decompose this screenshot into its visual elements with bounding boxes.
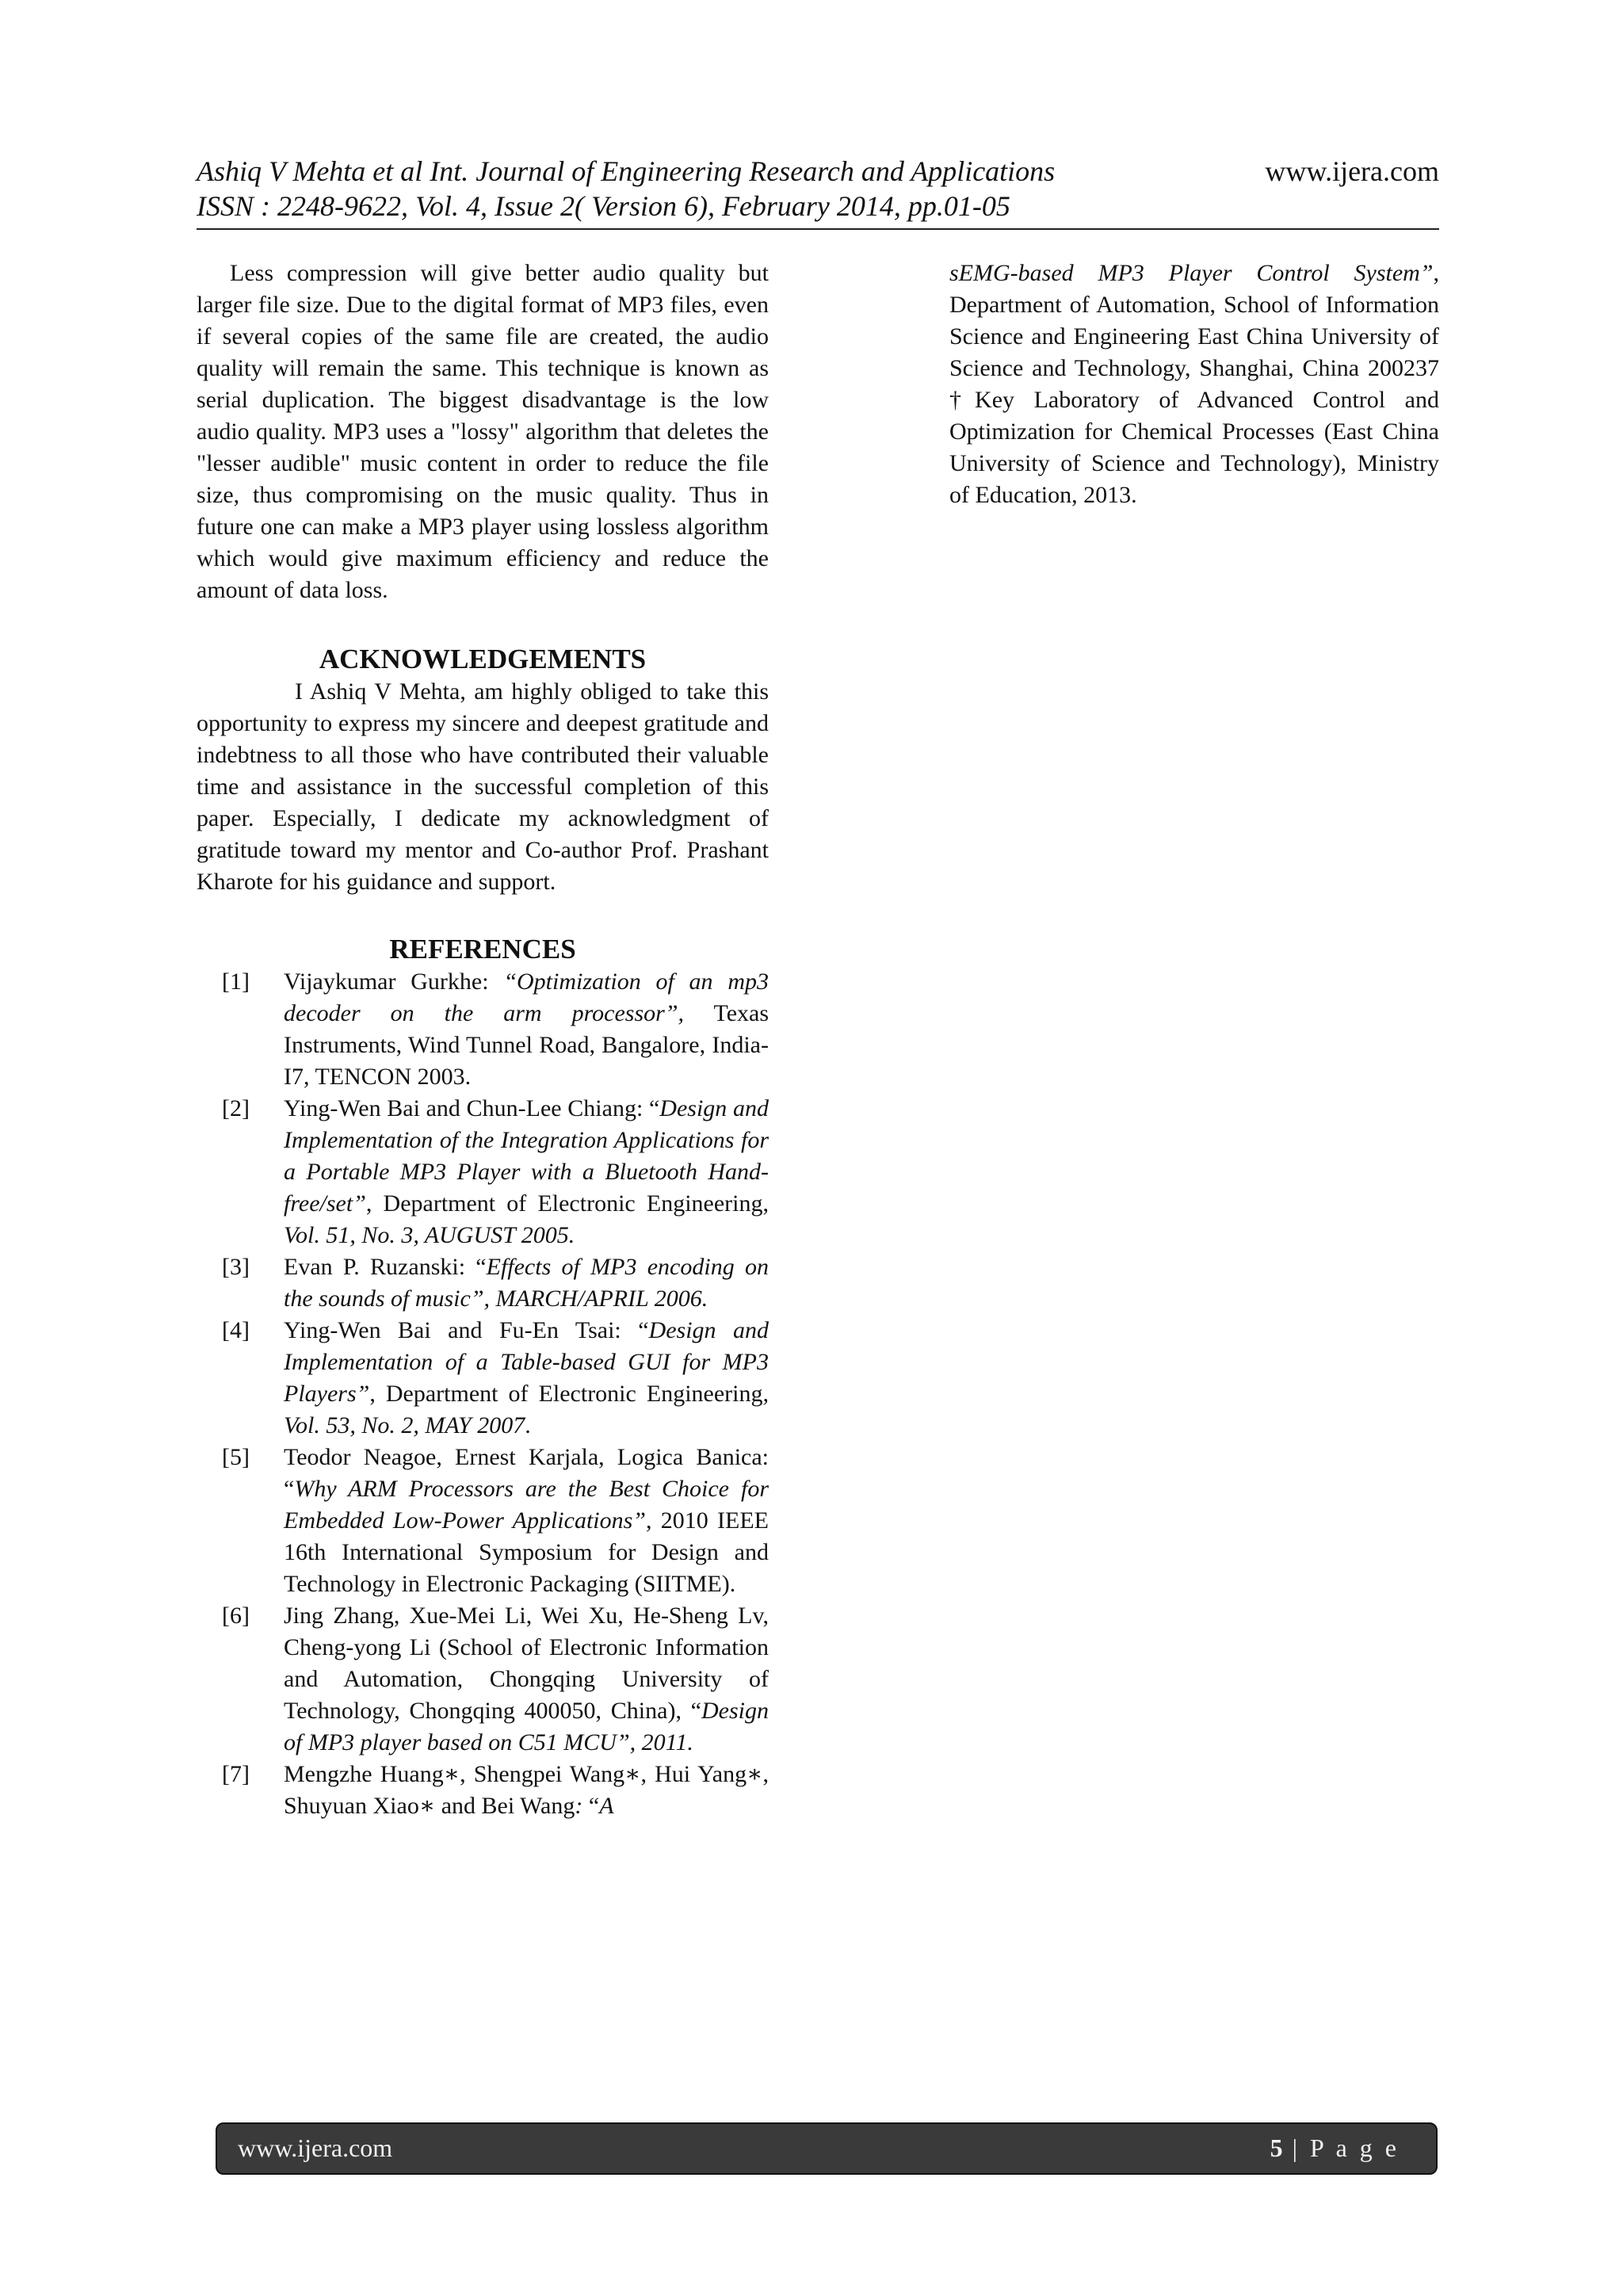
reference-list [197, 966, 769, 1822]
left-column [197, 258, 769, 1822]
reference-number: [4] [222, 1317, 250, 1343]
header-website: www.ijera.com [1265, 155, 1439, 187]
reference-number: [1] [222, 968, 250, 995]
references-heading: REFERENCES [389, 934, 576, 965]
acknowledgements-heading: ACKNOWLEDGEMENTS [319, 644, 647, 674]
running-header [197, 155, 1439, 229]
conclusion-paragraph: Less compression will give better audio quality but larger file size. Due to the digital format of MP3 files, even if several copies of the same file are created, the audio quality will remain the same. This technique is known as serial duplication. The biggest disadvantage is the low audio quality. MP3 uses a "lossy" algorithm that deletes the "lesser audible" music content in order to reduce the file size, thus compromising on the music quality. Thus in future one can make a MP3 player using lossless algorithm which would give maximum efficiency and reduce the amount of data loss. [197, 260, 769, 603]
acknowledgements-paragraph: I Ashiq V Mehta, am highly obliged to take this opportunity to express my sincere and deepest gratitude and indebtness to all those who have contributed their valuable time and assistance in the successful completion of this paper. Especially, I dedicate my acknowledgment of gratitude toward my mentor and Co-author Prof. Prashant Kharote for his guidance and support. [197, 678, 769, 895]
reference-item: [7] Mengzhe Huang∗, Shengpei Wang∗, Hui Yang∗, Shuyuan Xiao∗ and Bei Wang: “A [197, 1759, 769, 1822]
reference-item: [6] Jing Zhang, Xue-Mei Li, Wei Xu, He-Sheng Lv, Cheng-yong Li (School of Electronic Information and Automation, Chongqing University of Technology, Chongqing 400050, China), “Design of MP3 player based on C51 MCU”, 2011. [197, 1600, 769, 1759]
reference-item: [3] Evan P. Ruzanski: “Effects of MP3 encoding on the sounds of music”, MARCH/APRIL 2006. [197, 1251, 769, 1315]
reference-item: [5] Teodor Neagoe, Ernest Karjala, Logica Banica: “Why ARM Processors are the Best Choice for Embedded Low-Power Applications”, 2010 IEEE 16th International Symposium for Design and Technology in Electronic Packaging (SIITME). [197, 1442, 769, 1600]
reference-number: [6] [222, 1603, 250, 1629]
reference-item: [1] Vijaykumar Gurkhe: “Optimization of an mp3 decoder on the arm processor”, Texas Instruments, Wind Tunnel Road, Bangalore, India-I7, TENCON 2003. [197, 966, 769, 1093]
footer-website: www.ijera.com [238, 2134, 393, 2162]
reference-number: [2] [222, 1095, 250, 1121]
right-column [949, 258, 1439, 511]
reference-number: [5] [222, 1444, 250, 1470]
reference-item: [4] Ying-Wen Bai and Fu-En Tsai: “Design and Implementation of a Table-based GUI for MP3 Players”, Department of Electronic Engineering, Vol. 53, No. 2, MAY 2007. [197, 1315, 769, 1442]
header-issn-line: ISSN : 2248-9622, Vol. 4, Issue 2( Version 6), February 2014, pp.01-05 [197, 190, 1010, 222]
reference-continuation: sEMG-based MP3 Player Control System”, Department of Automation, School of Information Science and Engineering East China University of Science and Technology, Shanghai, China 200237 †Key Laboratory of Advanced Control and Optimization for Chemical Processes (East China University of Science and Technology), Ministry of Education, 2013. [949, 260, 1439, 508]
page-footer [216, 2122, 1438, 2175]
page-number: 5 | P a g e [1270, 2134, 1400, 2162]
reference-number: [3] [222, 1254, 250, 1280]
reference-item: [2] Ying-Wen Bai and Chun-Lee Chiang: “Design and Implementation of the Integration Applications for a Portable MP3 Player with a Bluetooth Hand-free/set”, Department of Electronic Engineering, Vol. 51, No. 3, AUGUST 2005. [197, 1093, 769, 1251]
header-rule [197, 228, 1439, 230]
header-journal-line: Ashiq V Mehta et al Int. Journal of Engineering Research and Applications [197, 155, 1056, 187]
reference-number: [7] [222, 1761, 250, 1787]
